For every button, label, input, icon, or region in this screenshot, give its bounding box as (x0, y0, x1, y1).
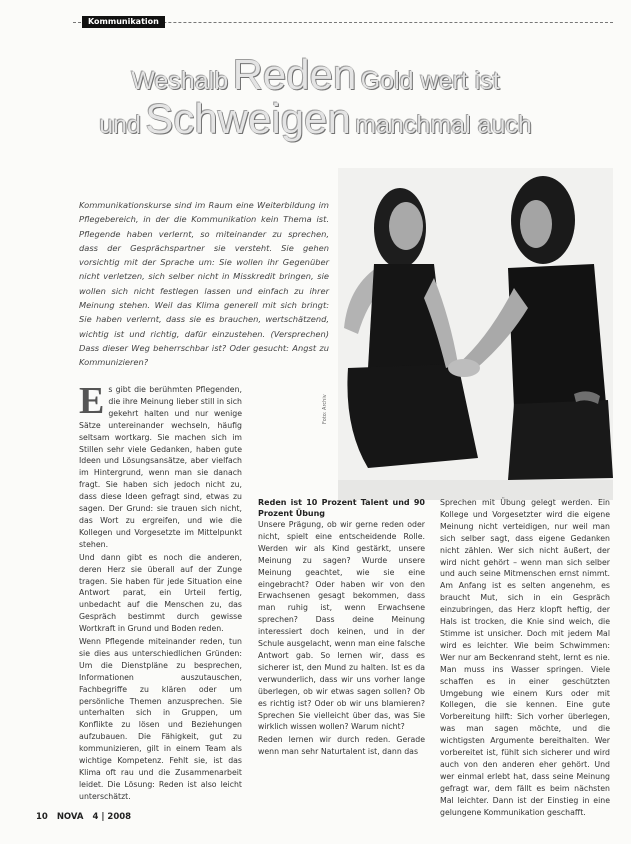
title-word: Gold wert ist (360, 67, 500, 95)
paragraph: Wenn Pflegende miteinander reden, tun sie dies aus unterschiedlichen Gründen: Um die Dienstpläne zu besprechen, Informationen auszutauschen, Fachbegriffe zu klären oder um persönliche Themen anzusprechen. Sie unterhalten sich in Gruppen, um Konflikte zu lösen und Beziehungen aufzubauen. Die Fähigkeit, gut zu kommunizieren, gilt in einem Team als wichtige Kompetenz. Fehlt sie, ist das Klima oft rau und die Zusammenarbeit leidet. Die Lösung: Reden ist also leicht unterschätzt. (79, 637, 242, 801)
paragraph: Und dann gibt es noch die anderen, deren Herz sie überall auf der Zunge tragen. Sie haben für jede Situation eine Antwort parat, ein Urteil fertig, unbedacht auf die Menschen zu, das Gespräch bestimmt durch gewisse Wortkraft in Grund und Boden reden. (79, 552, 242, 634)
title-line-1 (0, 51, 631, 98)
title-word-emphasis: Reden (232, 51, 357, 98)
page-footer (36, 812, 137, 822)
article-photo (338, 168, 613, 500)
article-intro: Kommunikationskurse sind im Raum eine Weiterbildung im Pflegebereich, in der die Kommunikation kein Thema ist. Pflegende haben verlernt, so miteinander zu sprechen, dass der Gesprächspartner sie versteht. Sie gehen vorsichtig mit der Sprache um: Sie wollen ihr Gegenüber nicht verletzen, sich selber nicht in Misskredit bringen, sie wollen sich nicht festlegen lassen und einfach zu ihrer Meinung stehen. Weil das Klima generell mit sich bringt: Sie haben verlernt, dass sie es brauchen, wertschätzend, wichtig ist und richtig, dafür einzustehen. (Versprechen) Dass dieser Weg beherrschbar ist? Oder gesucht: Angst zu Kommunizieren? (79, 200, 329, 368)
article-title (0, 51, 631, 142)
paragraph: s gibt die berühmten Pflegenden, die ihre Meinung lieber still in sich gekehrt halten und nur wenige Sätze untereinander wechseln, häufig seltsam wortkarg. Sie machen sich im Stillen sehr viele Gedanken, haben gute Ideen und Lösungsansätze, aber vielfach im Hintergrund, wenn man sie danach fragt. Sie haben sich jedoch nicht zu, dass diese Ideen gefragt sind, etwas zu sagen. Der Grund: sie trauen sich nicht, das Wort zu ergreifen, und wie die Kollegen und Vorgesetzte im Mittelpunkt stehen. (79, 385, 242, 549)
section-rubric: Kommunikation (82, 16, 165, 28)
title-line-2 (0, 95, 631, 142)
magazine-name: NOVA (56, 812, 84, 822)
text-column-3 (440, 497, 610, 819)
photo-two-women-holding-hands (338, 168, 613, 500)
title-word: manchmal auch (355, 111, 532, 139)
issue-number: 4 | 2008 (92, 812, 132, 822)
page-number: 10 (36, 812, 48, 822)
paragraph: Unsere Prägung, ob wir gerne reden oder nicht, spielt eine entscheidende Rolle. Werden wir als Kind gestärkt, unsere Meinung zu sagen? Wurde unsere Meinung geachtet, wie sie eine eingebracht? Oder haben wir von den Erwachsenen gesagt bekommen, dass man ruhig ist, wenn Erwachsene sprechen? Dass deine Meinung interessiert doch keinen, und in der Schule ausgelacht, wenn man eine falsche Antwort gab. So lernen wir, dass es sicherer ist, den Mund zu halten. Ist es da verwunderlich, dass wir uns vorher lange überlegen, ob wir etwas sagen sollen? Ob es richtig ist? Oder ob wir uns blamieren? Sprechen Sie vielleicht über das, was Sie wirklich wissen wollen? Warum nicht? (258, 520, 425, 732)
paragraph: Reden lernen wir durch reden. Gerade wenn man sehr Naturtalent ist, dann das (258, 735, 425, 757)
subheading: Reden ist 10 Prozent Talent und 90 Prozent Übung (258, 498, 425, 518)
title-word: und (99, 111, 141, 139)
text-column-2 (258, 497, 425, 759)
drop-cap: E (79, 380, 105, 422)
title-word-emphasis: Schweigen (145, 95, 351, 142)
text-column-1 (79, 380, 242, 804)
paragraph: Sprechen mit Übung gelegt werden. Ein Kollege und Vorgesetzter wird die eigene Meinung nicht verteidigen, nur weil man sich selber sagt, dass eigene Gedanken nicht zählen. Wer sich nicht äußert, der wird nicht gehört – wenn man sich selber und auch seine Mitmenschen ernst nimmt. Am Anfang ist es selten angenehm, es braucht Mut, sich in ein Gespräch einzubringen, das Herz klopft heftig, der Hals ist trocken, die Knie sind weich, die Stimme ist unsicher. Doch mit jedem Mal wird es leichter. Wie beim Schwimmen: Wer nur am Beckenrand steht, lernt es nie. Man muss ins Wasser springen. Viele schaffen es in einer geschützten Umgebung wie einem Kurs oder mit Kollegen, die sie kennen. Eine gute Vorbereitung hilft: Sich vorher überlegen, was man sagen möchte, und die wichtigsten Argumente bereithalten. Wer vorbereitet ist, fühlt sich sicherer und wird auch von den anderen eher gehört. Und wer einmal erlebt hat, dass seine Meinung gefragt war, dem fällt es beim nächsten Mal leichter. Dann ist der Einstieg in eine gelungene Kommunikation geschafft. (440, 498, 610, 817)
title-word: Weshalb (131, 67, 229, 95)
photo-credit: Foto: Archiv (322, 394, 328, 424)
